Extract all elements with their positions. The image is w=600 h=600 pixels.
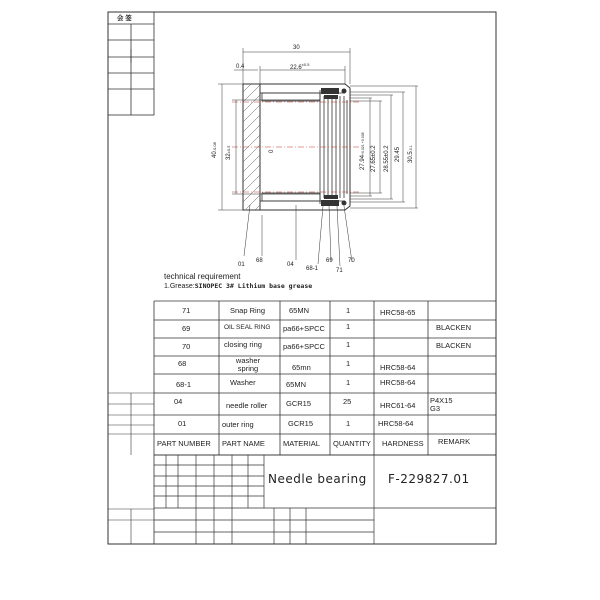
row-04-number: 04 — [174, 397, 183, 406]
row-68-material: 65mn — [292, 363, 311, 372]
callout-71: 71 — [336, 268, 343, 274]
dim-inner-length-value: 22.6 — [290, 65, 302, 71]
row-04-remark: P4X15 G3 — [430, 396, 453, 413]
row-68-1-hardness: HRC58-64 — [380, 378, 416, 387]
revision-grid — [108, 393, 154, 544]
dim-d5 — [408, 145, 414, 163]
dim-bore-left-value: 32 — [226, 153, 232, 160]
row-71-material: 65MN — [289, 306, 310, 315]
title-block-grid — [154, 455, 496, 544]
dim-bore-left — [226, 146, 232, 160]
parts-table-grid — [154, 301, 496, 544]
dim-inner-length — [290, 63, 309, 71]
dim-d2: 27.65±0.2 — [371, 145, 377, 172]
header-part-number: PART NUMBER — [157, 439, 211, 448]
row-04-hardness: HRC61-64 — [380, 401, 416, 410]
row-68-1-quantity: 1 — [346, 378, 351, 387]
header-material: MATERIAL — [283, 439, 320, 448]
row-68-1-name: Washer — [230, 378, 256, 387]
row-69-name: OIL SEAL RING — [224, 324, 271, 331]
countersign-strip — [108, 12, 154, 115]
dim-inner-length-tol: ±0.5 — [301, 62, 310, 67]
header-quantity: QUANTITY — [333, 439, 371, 448]
tech-req-line1 — [164, 283, 312, 290]
row-04-quantity: 25 — [343, 397, 352, 406]
row-01-quantity: 1 — [346, 419, 351, 428]
dim-overall-length: 30 — [293, 45, 300, 51]
center-lines — [232, 102, 360, 192]
dim-bore-left-tol: ±0.5 — [226, 145, 231, 154]
callout-69: 69 — [326, 258, 333, 264]
row-01-hardness: HRC58-64 — [378, 419, 414, 428]
row-01-number: 01 — [178, 419, 187, 428]
callout-leaders — [244, 205, 352, 266]
dim-d5-tol: -0.1 — [409, 145, 413, 152]
dim-d3: 28.55±0.2 — [384, 145, 390, 172]
dim-left-od-value: 40 — [212, 151, 218, 158]
row-70-quantity: 1 — [346, 340, 351, 349]
tech-req-heading: technical requirement — [164, 272, 241, 281]
dim-d1-tol: +0.021 +0.008 — [361, 132, 365, 155]
dim-d4: 29.45 — [395, 146, 401, 162]
row-69-quantity: 1 — [346, 322, 351, 331]
row-01-name: outer ring — [222, 420, 254, 429]
dim-small-gap: 0.4 — [236, 64, 245, 70]
callout-68-1: 68-1 — [306, 266, 319, 272]
row-68-1-number: 68-1 — [176, 380, 192, 389]
row-04-name: needle roller — [226, 401, 268, 410]
row-71-name: Snap Ring — [230, 306, 266, 315]
callout-68: 68 — [256, 258, 263, 264]
header-part-name: PART NAME — [222, 439, 265, 448]
row-68-1-material: 65MN — [286, 380, 307, 389]
row-69-number: 69 — [182, 324, 191, 333]
callout-70: 70 — [348, 258, 355, 264]
dim-d5-value: 30.5 — [408, 151, 414, 163]
dim-center-mark: 0 — [269, 149, 275, 153]
callout-01: 01 — [238, 262, 245, 268]
row-70-remark: BLACKEN — [436, 341, 472, 350]
row-70-name: closing ring — [224, 340, 262, 349]
dim-d1 — [360, 132, 366, 170]
title-drawing-number: F-229827.01 — [388, 472, 470, 486]
tech-req-grease: SINOPEC 3# Lithium base grease — [194, 282, 313, 290]
row-71-number: 71 — [182, 306, 191, 315]
row-01-material: GCR15 — [288, 419, 314, 428]
row-69-material: pa66+SPCC — [283, 324, 325, 333]
row-68-quantity: 1 — [346, 359, 351, 368]
row-04-material: GCR15 — [286, 399, 312, 408]
tech-req-prefix: 1.Grease: — [164, 283, 195, 290]
row-71-quantity: 1 — [346, 306, 351, 315]
row-68-name: washer spring — [235, 356, 261, 373]
dim-d1-value: 27.94 — [360, 154, 366, 170]
countersign-label: 会 签 — [117, 15, 132, 22]
header-remark: REMARK — [438, 437, 471, 446]
dim-left-od-tol: -0.08 — [212, 142, 217, 152]
row-68-hardness: HRC58-64 — [380, 363, 416, 372]
callout-04: 04 — [287, 262, 294, 268]
row-70-material: pa66+SPCC — [283, 342, 325, 351]
dim-left-od — [212, 142, 218, 158]
row-71-hardness: HRC58-65 — [380, 308, 416, 317]
row-70-number: 70 — [182, 342, 191, 351]
row-68-number: 68 — [178, 359, 187, 368]
row-69-remark: BLACKEN — [436, 323, 472, 332]
header-hardness: HARDNESS — [382, 439, 424, 448]
title-part-name: Needle bearing — [268, 472, 367, 486]
